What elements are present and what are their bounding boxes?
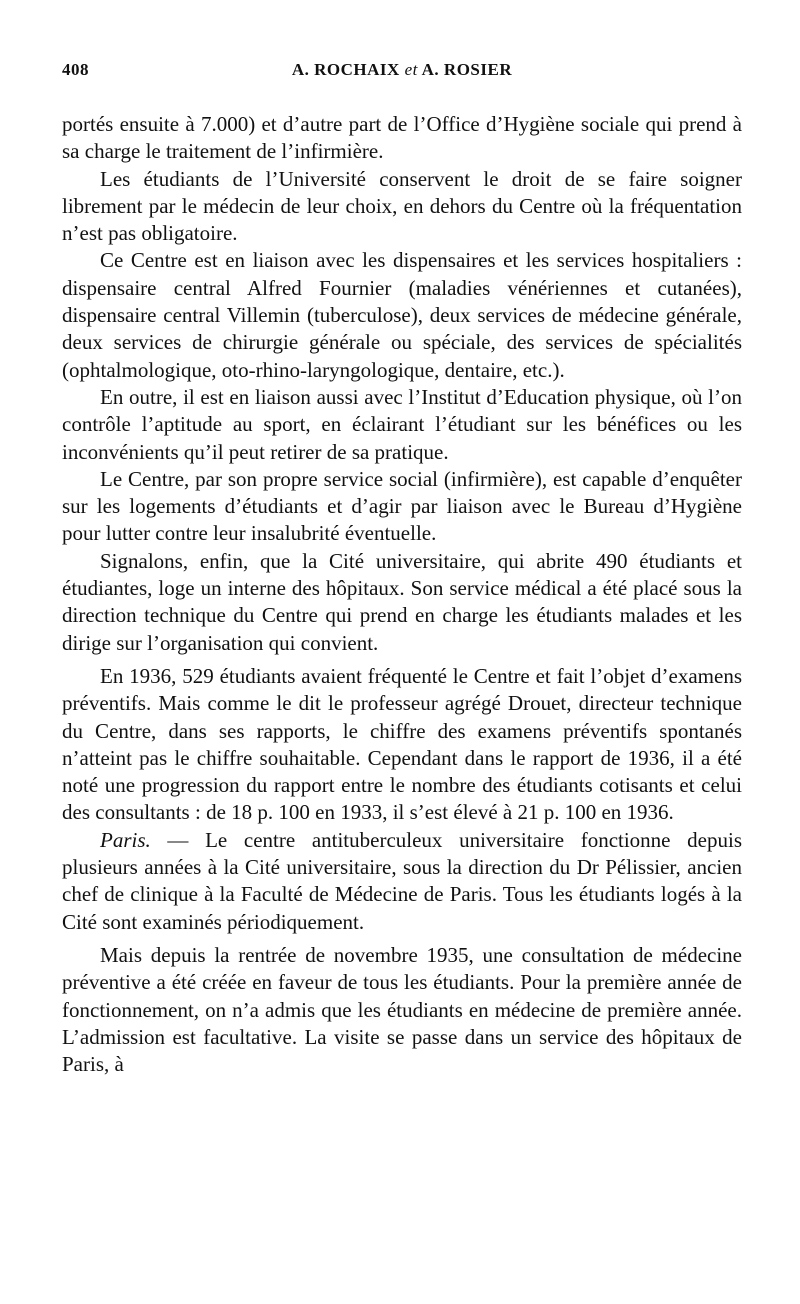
author-conjunction: et <box>404 60 418 79</box>
paragraph-text: — Le centre antituberculeux universitaire fonctionne depuis plusieurs années à la Cité universitaire, sous la direction du Dr Pélissier, ancien chef de clinique à la Faculté de Médecine de Paris. Tous les étudiants logés à la Cité sont examinés périodiquement. <box>62 827 742 934</box>
body-text <box>62 111 742 1078</box>
author-1: A. ROCHAIX <box>291 60 400 79</box>
paragraph <box>62 942 742 1078</box>
running-head <box>62 60 742 90</box>
document-page <box>62 60 742 1078</box>
paragraph-text: Signalons, enfin, que la Cité universitaire, qui abrite 490 étudiants et étudiantes, loge un interne des hôpitaux. Son service médical a été placé sous la direction technique du Centre qui prend en charge les étudiants malades et les dirige sur l’organisation qui convient. <box>62 548 742 655</box>
paragraph-text: portés ensuite à 7.000) et d’autre part de l’Office d’Hygiène sociale qui prend à sa charge le traitement de l’infirmière. <box>62 112 742 164</box>
paragraph <box>62 663 742 827</box>
paragraph-text: En 1936, 529 étudiants avaient fréquenté le Centre et fait l’objet d’examens préventifs. Mais comme le dit le professeur agrégé Drouet, directeur technique du Centre, dans ses rapports, le chiffre des examens préventifs spontanés n’atteint pas le chiffre souhaitable. Cependant dans le rapport de 1936, il a été noté une progression du rapport entre le nombre des étudiants cotisants et celui des consultants : de 18 p. 100 en 1933, il s’est élevé à 21 p. 100 en 1936. <box>62 663 742 825</box>
page-number: 408 <box>62 60 89 79</box>
paragraph <box>62 466 742 548</box>
author-2: A. ROSIER <box>421 60 513 79</box>
paragraph-text: Le Centre, par son propre service social (infirmière), est capable d’enquêter sur les logements d’étudiants et d’agir par liaison avec le Bureau d’Hygiène pour lutter contre leur insalubrité éventuelle. <box>62 466 742 546</box>
paragraph-text: En outre, il est en liaison aussi avec l’Institut d’Education physique, où l’on contrôle l’aptitude au sport, en éclairant l’étudiant sur les bénéfices ou les inconvénients qu’il peut retirer de sa pratique. <box>62 384 742 464</box>
paragraph-lead: Paris. <box>100 827 151 852</box>
paragraph-text: Les étudiants de l’Université conservent le droit de se faire soigner librement par le médecin de leur choix, en dehors du Centre où la fréquentation n’est pas obligatoire. <box>62 166 742 246</box>
paragraph <box>62 111 742 166</box>
running-title <box>62 60 742 80</box>
paragraph <box>62 548 742 657</box>
paragraph-text: Mais depuis la rentrée de novembre 1935, une consultation de médecine préventive a été créée en faveur de tous les étudiants. Pour la première année de fonctionnement, on n’a admis que les étudiants en médecine de première année. L’admission est facultative. La visite se passe dans un service des hôpitaux de Paris, à <box>62 942 742 1077</box>
paragraph <box>62 827 742 936</box>
paragraph <box>62 166 742 248</box>
paragraph-text: Ce Centre est en liaison avec les dispensaires et les services hospitaliers : dispensaire central Alfred Fournier (maladies vénériennes et cutanées), dispensaire central Villemin (tuberculose), deux services de médecine générale, deux services de chirurgie générale ou spéciale, des services de spécialités (ophtalmologique, oto-rhino-laryngologique, dentaire, etc.). <box>62 248 742 382</box>
paragraph <box>62 384 742 466</box>
paragraph <box>62 247 742 383</box>
